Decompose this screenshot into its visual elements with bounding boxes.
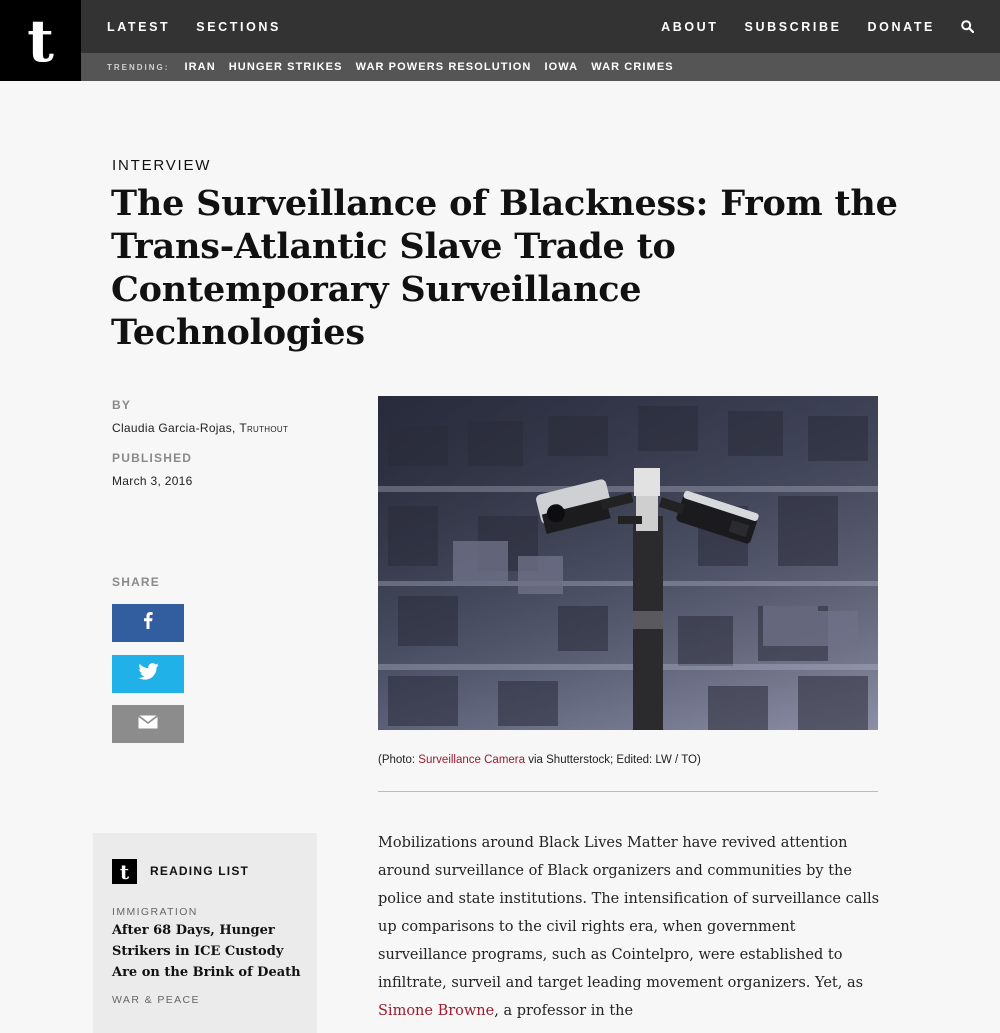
body-text-2: , a professor in the (494, 1003, 634, 1019)
email-icon (138, 715, 158, 734)
article-photo (378, 396, 878, 730)
trending-label: TRENDING: (107, 62, 170, 72)
reading-list-headline[interactable]: After 68 Days, Hunger Strikers in ICE Custody Are on the Brink of Death (112, 923, 301, 980)
reading-list-logo (112, 859, 137, 884)
article-body-paragraph (378, 829, 888, 1025)
facebook-icon (143, 612, 153, 634)
reading-list-category[interactable]: IMMIGRATION (112, 906, 198, 918)
share-facebook-button[interactable] (112, 604, 184, 642)
share-twitter-button[interactable] (112, 655, 184, 693)
article-title: The Surveillance of Blackness: From the Trans-Atlantic Slave Trade to Contemporary Surveillance Technologies (111, 183, 898, 353)
reading-list-logo-letter: t (119, 859, 130, 884)
body-text-1: Mobilizations around Black Lives Matter have revived attention around surveillance of Black organizers and communities by the police and state institutions. The intensification of surveillance calls up comparisons to the civil rights era, when government surveillance programs, such as Cointelpro, were established to infiltrate, surveil and target leading movement organizers. Yet, as (378, 835, 880, 991)
site-logo[interactable] (0, 0, 81, 81)
published-label: PUBLISHED (112, 451, 193, 465)
trending-item-iran[interactable]: IRAN (184, 61, 216, 73)
share-label: SHARE (112, 575, 161, 589)
caption-link[interactable]: Surveillance Camera (418, 754, 526, 766)
article-kicker[interactable]: INTERVIEW (112, 157, 212, 174)
byline (112, 421, 288, 435)
reading-list-next-category[interactable]: WAR & PEACE (112, 994, 200, 1006)
nav-about[interactable]: ABOUT (661, 19, 719, 34)
nav-left (107, 0, 281, 53)
published-date: March 3, 2016 (112, 474, 193, 488)
byline-label: BY (112, 398, 132, 412)
caption-divider (378, 791, 878, 792)
nav-sections[interactable]: SECTIONS (196, 19, 281, 34)
photo-caption (378, 754, 701, 766)
nav-latest[interactable]: LATEST (107, 19, 171, 34)
body-link-simone-browne[interactable]: Simone Browne (378, 1003, 495, 1019)
trending-item-war-crimes[interactable]: WAR CRIMES (591, 61, 674, 73)
trending-item-hunger-strikes[interactable]: HUNGER STRIKES (228, 61, 343, 73)
trending-bar (0, 53, 1000, 81)
logo-letter: t (27, 6, 54, 75)
author-name[interactable]: Claudia Garcia-Rojas, (112, 421, 236, 435)
trending-item-war-powers[interactable]: WAR POWERS RESOLUTION (355, 61, 532, 73)
nav-donate[interactable]: DONATE (867, 19, 935, 34)
nav-subscribe[interactable]: SUBSCRIBE (744, 19, 842, 34)
trending-item-iowa[interactable]: IOWA (544, 61, 579, 73)
reading-list (93, 833, 317, 1033)
share-email-button[interactable] (112, 705, 184, 743)
nav-right (661, 0, 975, 53)
outlet-name: Truthout (239, 421, 289, 435)
caption-suffix: via Shutterstock; Edited: LW / TO) (525, 754, 701, 766)
twitter-icon (138, 663, 159, 685)
top-navigation (0, 0, 1000, 53)
caption-prefix: (Photo: (378, 754, 419, 766)
reading-list-title: READING LIST (150, 864, 250, 878)
search-icon[interactable] (961, 20, 975, 34)
